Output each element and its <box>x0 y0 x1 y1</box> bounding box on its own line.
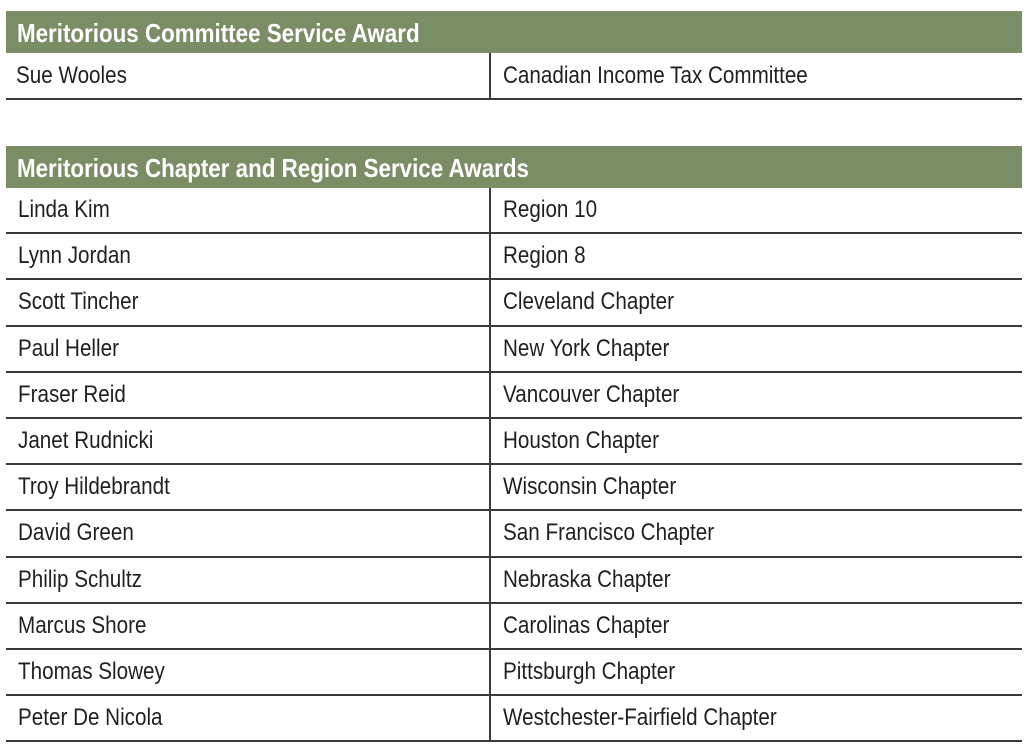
recipient-name-cell <box>6 234 491 278</box>
recipient-name-cell <box>6 604 491 648</box>
table-row <box>6 53 1022 100</box>
recipient-name-cell <box>6 465 491 509</box>
recipient-name: Sue Wooles <box>16 61 127 89</box>
recipient-affiliation: Cleveland Chapter <box>503 288 674 316</box>
recipient-affiliation: San Francisco Chapter <box>503 519 715 547</box>
recipient-name-cell <box>6 188 491 232</box>
recipient-affiliation: Region 10 <box>503 196 598 224</box>
affiliation-cell <box>491 327 1022 371</box>
table-row <box>6 373 1022 419</box>
recipient-name: Linda Kim <box>18 196 110 224</box>
affiliation-cell <box>491 511 1022 555</box>
affiliation-cell <box>491 234 1022 278</box>
recipient-name: David Green <box>18 519 134 547</box>
table-row <box>6 465 1022 511</box>
recipient-name-cell <box>6 511 491 555</box>
recipient-name-cell <box>6 327 491 371</box>
recipient-affiliation: Vancouver Chapter <box>503 380 680 408</box>
chapter-awards-rows <box>6 188 1022 742</box>
recipient-name-cell <box>6 280 491 324</box>
recipient-name: Scott Tincher <box>18 288 139 316</box>
affiliation-cell <box>491 465 1022 509</box>
recipient-affiliation: Nebraska Chapter <box>503 565 671 593</box>
affiliation-cell <box>491 604 1022 648</box>
recipient-affiliation: Canadian Income Tax Committee <box>503 61 808 89</box>
affiliation-cell <box>491 558 1022 602</box>
recipient-name: Paul Heller <box>18 334 119 362</box>
recipient-name: Lynn Jordan <box>18 242 131 270</box>
recipient-name-cell <box>6 419 491 463</box>
table-row <box>6 696 1022 742</box>
affiliation-cell <box>491 696 1022 740</box>
recipient-affiliation: Houston Chapter <box>503 427 660 455</box>
affiliation-cell <box>491 280 1022 324</box>
recipient-name-cell <box>6 558 491 602</box>
affiliation-cell <box>491 373 1022 417</box>
table-row <box>6 511 1022 557</box>
chapter-awards-header <box>6 146 1022 188</box>
recipient-name-cell <box>6 650 491 694</box>
chapter-awards-title: Meritorious Chapter and Region Service Awards <box>17 153 529 183</box>
committee-award-header <box>6 11 1022 53</box>
table-row <box>6 419 1022 465</box>
recipient-name: Peter De Nicola <box>18 704 163 732</box>
recipient-name-cell <box>6 696 491 740</box>
recipient-name: Philip Schultz <box>18 565 142 593</box>
affiliation-cell <box>491 188 1022 232</box>
recipient-name: Troy Hildebrandt <box>18 473 170 501</box>
table-row <box>6 280 1022 326</box>
recipient-affiliation: Wisconsin Chapter <box>503 473 677 501</box>
recipient-name: Thomas Slowey <box>18 657 165 685</box>
recipient-name: Fraser Reid <box>18 380 126 408</box>
recipient-name-cell <box>6 53 491 98</box>
recipient-affiliation: Region 8 <box>503 242 586 270</box>
table-row <box>6 234 1022 280</box>
recipient-affiliation: New York Chapter <box>503 334 670 362</box>
table-row <box>6 650 1022 696</box>
affiliation-cell <box>491 53 1022 98</box>
recipient-affiliation: Carolinas Chapter <box>503 611 670 639</box>
table-row <box>6 558 1022 604</box>
committee-award-table <box>6 11 1022 100</box>
affiliation-cell <box>491 419 1022 463</box>
recipient-affiliation: Pittsburgh Chapter <box>503 657 676 685</box>
recipient-name: Janet Rudnicki <box>18 427 154 455</box>
table-row <box>6 188 1022 234</box>
recipient-affiliation: Westchester-Fairfield Chapter <box>503 704 777 732</box>
affiliation-cell <box>491 650 1022 694</box>
committee-award-title: Meritorious Committee Service Award <box>17 18 420 48</box>
chapter-awards-table <box>6 146 1022 742</box>
recipient-name-cell <box>6 373 491 417</box>
recipient-name: Marcus Shore <box>18 611 147 639</box>
table-row <box>6 604 1022 650</box>
table-row <box>6 327 1022 373</box>
